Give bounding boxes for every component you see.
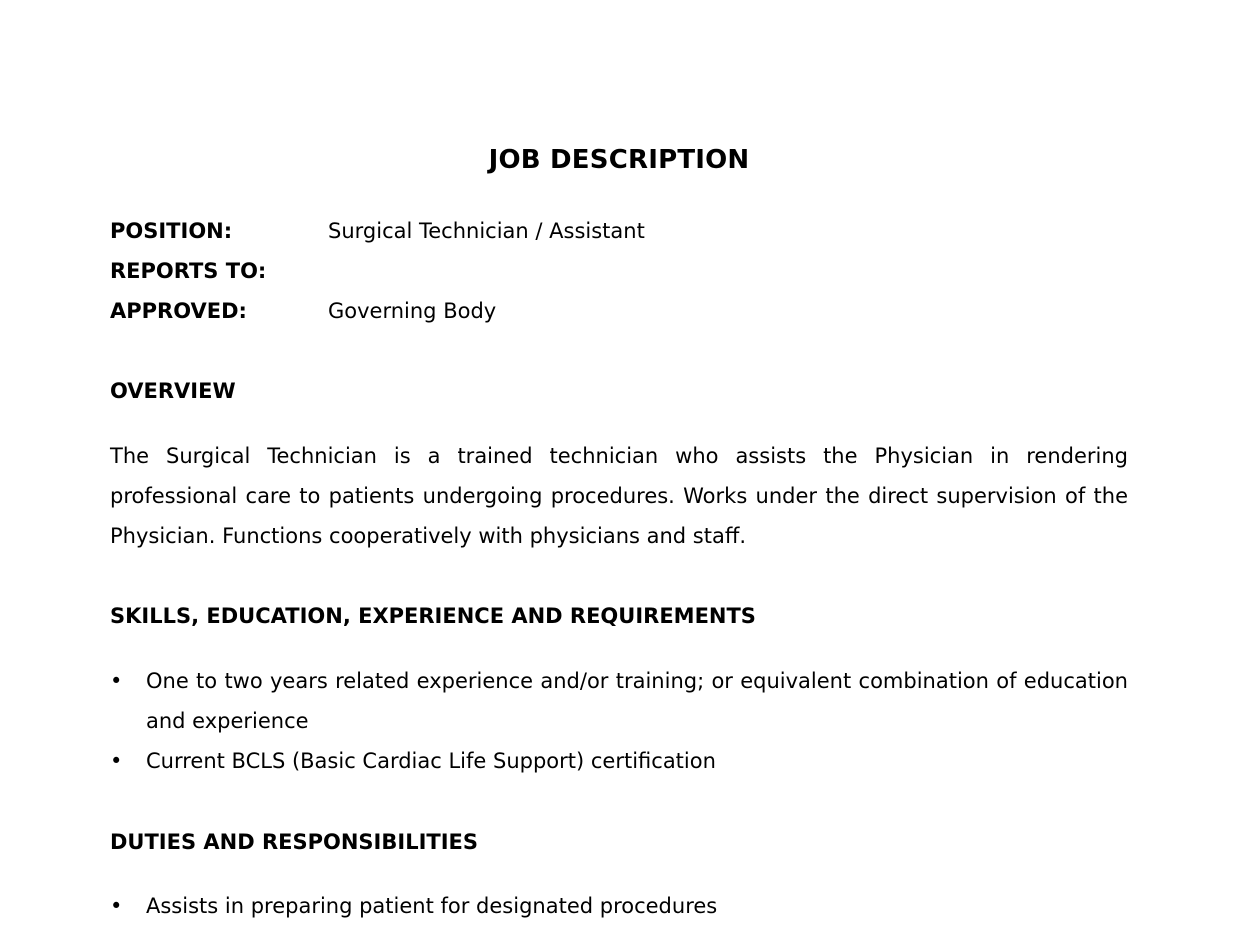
skills-list bbox=[110, 661, 1128, 781]
meta-value-position: Surgical Technician / Assistant bbox=[328, 219, 645, 243]
skills-heading: SKILLS, EDUCATION, EXPERIENCE AND REQUIREMENTS bbox=[110, 604, 756, 628]
overview-paragraph: The Surgical Technician is a trained technician who assists the Physician in rendering professional care to patients undergoing procedures. Works under the direct supervision of the Physician. Functions cooperatively with physicians and staff. bbox=[110, 444, 1128, 548]
meta-row-position bbox=[110, 211, 1128, 251]
bullet-icon: • bbox=[110, 669, 123, 693]
list-item bbox=[110, 661, 1128, 741]
meta-label-position: POSITION: bbox=[110, 219, 233, 243]
meta-row-approved bbox=[110, 291, 1128, 331]
meta-value-approved: Governing Body bbox=[328, 299, 497, 323]
duties-heading: DUTIES AND RESPONSIBILITIES bbox=[110, 830, 478, 854]
list-item-text: One to two years related experience and/or training; or equivalent combination of education and experience bbox=[146, 669, 1128, 733]
list-item bbox=[110, 741, 1128, 781]
meta-row-reports-to bbox=[110, 251, 1128, 291]
bullet-icon: • bbox=[110, 749, 123, 773]
duties-list bbox=[110, 886, 1128, 926]
meta-label-reports-to: REPORTS TO: bbox=[110, 259, 267, 283]
overview-heading: OVERVIEW bbox=[110, 379, 236, 403]
bullet-icon: • bbox=[110, 894, 123, 918]
job-meta-table bbox=[110, 211, 1128, 331]
list-item-text: Assists in preparing patient for designated procedures bbox=[146, 894, 718, 918]
list-item-text: Current BCLS (Basic Cardiac Life Support) certification bbox=[146, 749, 716, 773]
list-item bbox=[110, 886, 1128, 926]
meta-label-approved: APPROVED: bbox=[110, 299, 247, 323]
document-title: JOB DESCRIPTION bbox=[488, 145, 750, 175]
